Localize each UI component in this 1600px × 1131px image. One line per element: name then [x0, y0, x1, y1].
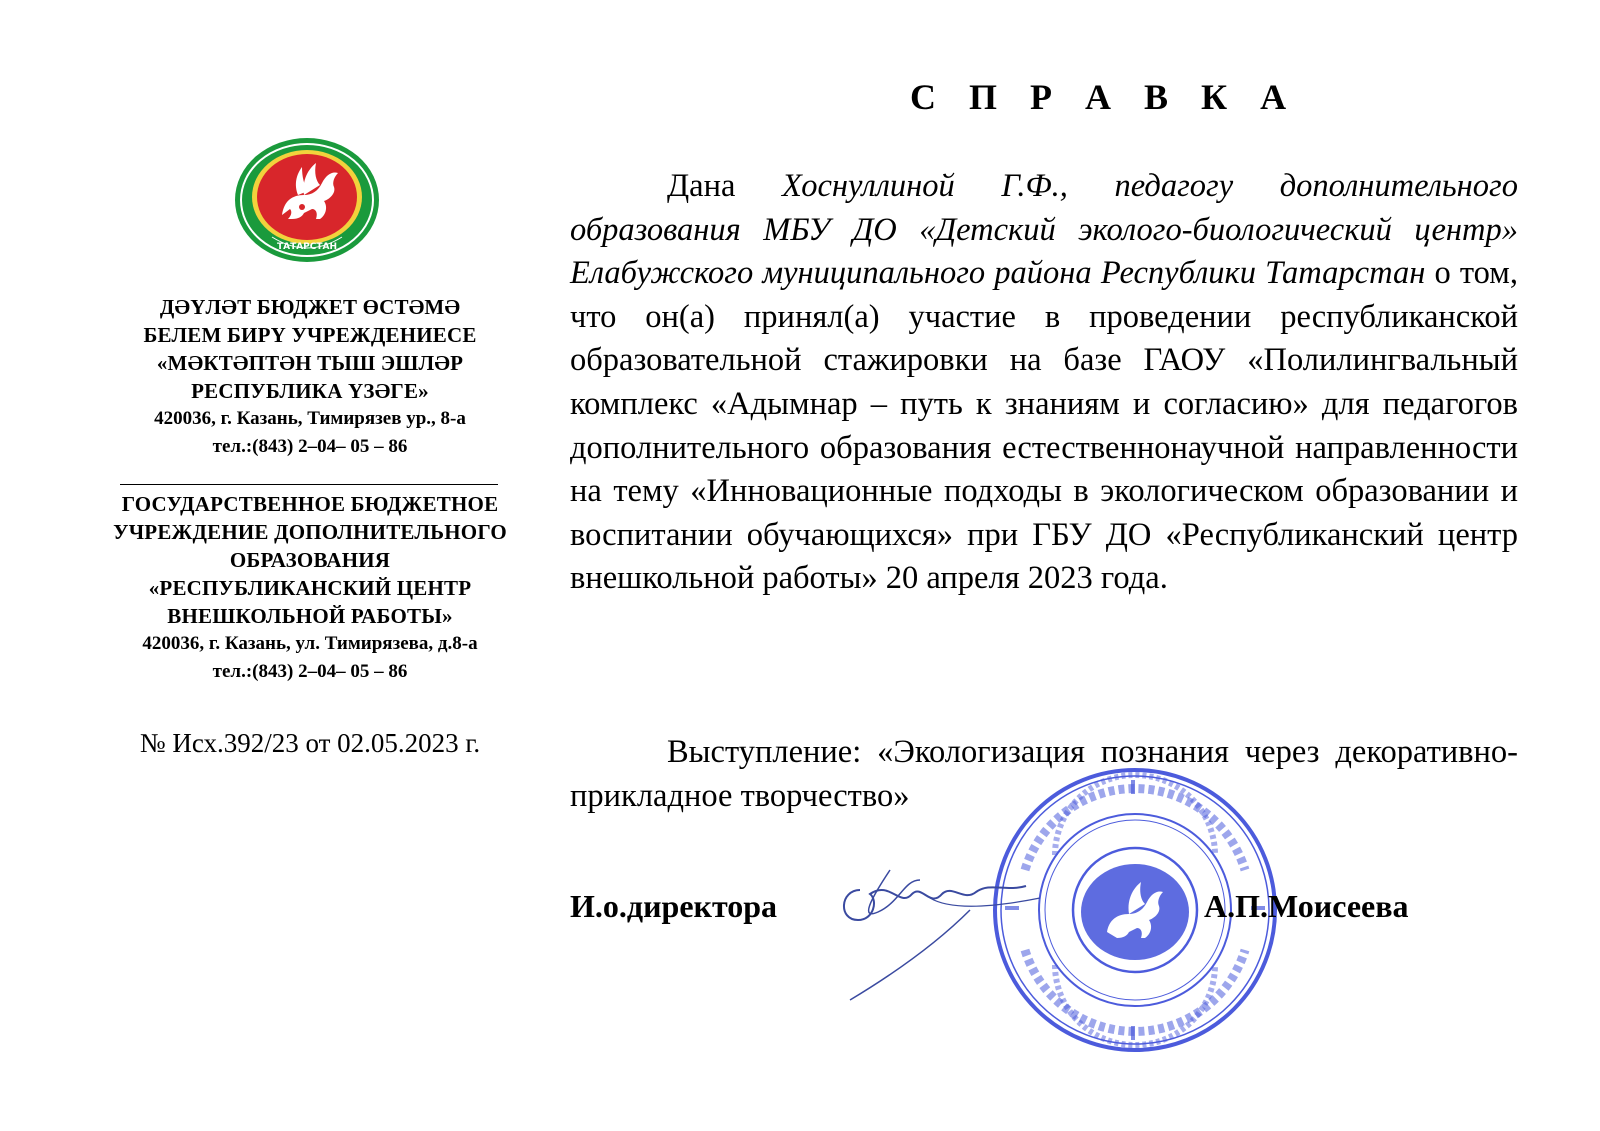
tatarstan-emblem [232, 137, 382, 267]
org-tatar-line: РЕСПУБЛИКА ҮЗӘГЕ» [191, 379, 429, 403]
org-russian-line: ГОСУДАРСТВЕННОЕ БЮДЖЕТНОЕ [121, 492, 499, 516]
org-russian-line: «РЕСПУБЛИКАНСКИЙ ЦЕНТР [148, 576, 472, 600]
org-tatar-phone: тел.:(843) 2–04– 05 – 86 [212, 436, 408, 457]
document-title: С П Р А В К А [910, 77, 1299, 117]
org-russian-line: УЧРЕЖДЕНИЕ ДОПОЛНИТЕЛЬНОГО [113, 520, 507, 544]
org-russian-line: ОБРАЗОВАНИЯ [229, 548, 391, 572]
emblem-label: ТАТАРСТАН [276, 242, 338, 252]
handwritten-signature [830, 850, 1050, 1010]
org-russian-address: 420036, г. Казань, ул. Тимирязева, д.8-а [142, 633, 478, 654]
org-tatar-line: ДӘҮЛӘТ БЮДЖЕТ ӨСТӘМӘ [159, 295, 461, 319]
org-tatar-line: «МӘКТӘПТӘН ТЫШ ЭШЛӘР [156, 351, 464, 375]
org-russian-block [70, 490, 550, 686]
org-russian-phone: тел.:(843) 2–04– 05 – 86 [212, 661, 408, 682]
signer-name: А.П.Моисеева [1204, 888, 1409, 924]
org-tatar-address: 420036, г. Казань, Тимирязев ур., 8-а [154, 408, 466, 429]
certificate-body [570, 165, 1518, 601]
header-divider [120, 484, 498, 485]
org-tatar-line: БЕЛЕМ БИРҮ УЧРЕЖДЕНИЕСЕ [143, 323, 477, 347]
body-recipient: Хоснуллиной Г.Ф., педагогу дополнительного образования МБУ ДО «Детский эколого-биологический центр» Елабужского муниципального района Республики Татарстан [570, 168, 1518, 292]
body-text: о том, что он(а) принял(а) участие в проведении республиканской образовательной стажировки на базе ГАОУ «Полилингвальный комплекс «Адымнар – путь к знаниям и согласию» для педагогов дополнительного образования естественнонаучной направленности на тему «Инновационные подходы в экологическом образовании и воспитании обучающихся» при ГБУ ДО «Республиканский центр внешкольной работы» 20 апреля 2023 года. [570, 255, 1518, 597]
body-lead: Дана [667, 168, 783, 204]
org-russian-line: ВНЕШКОЛЬНОЙ РАБОТЫ» [167, 604, 453, 628]
org-tatar-block [70, 293, 550, 461]
signer-position: И.о.директора [570, 888, 778, 924]
outgoing-number: № Исх.392/23 от 02.05.2023 г. [139, 728, 481, 758]
speech-text: Выступление: «Экологизация познания через декоративно-прикладное творчество» [570, 734, 1518, 814]
